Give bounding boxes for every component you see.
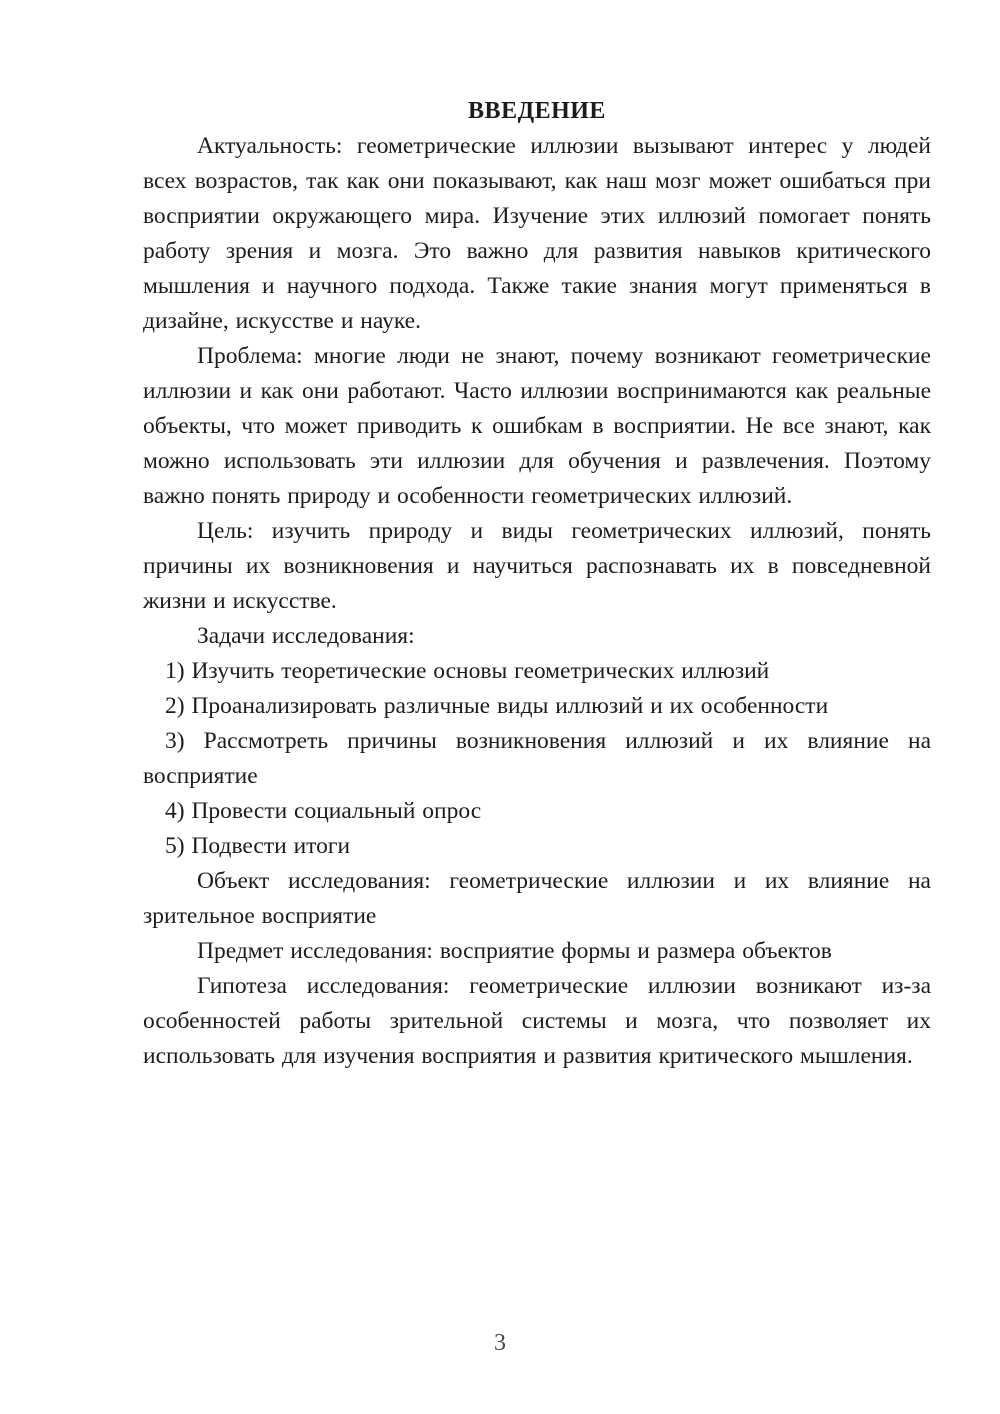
task-item-1: 1) Изучить теоретические основы геометрических иллюзий — [165, 658, 770, 684]
paragraph-problem: Проблема: многие люди не знают, почему возникают геометрические иллюзии и как они работают. Часто иллюзии воспринимаются как реальные объекты, что может приводить к ошибкам в восприятии. Не все знают, как можно использовать эти иллюзии для обучения и развлечения. Поэтому важно понять природу и особенности геометрических иллюзий. — [143, 343, 931, 509]
paragraph-hypothesis: Гипотеза исследования: геометрические иллюзии возникают из-за особенностей работы зрительной системы и мозга, что позволяет их использовать для изучения восприятия и развития критического мышления. — [143, 973, 931, 1069]
task-item-4: 4) Провести социальный опрос — [165, 798, 482, 824]
paragraph-goal: Цель: изучить природу и виды геометрических иллюзий, понять причины их возникновения и научиться распознавать их в повседневной жизни и искусстве. — [143, 518, 931, 614]
paragraph-object: Объект исследования: геометрические иллюзии и их влияние на зрительное восприятие — [143, 868, 931, 929]
paragraph-relevance: Актуальность: геометрические иллюзии вызывают интерес у людей всех возрастов, так как они показывают, как наш мозг может ошибаться при восприятии окружающего мира. Изучение этих иллюзий помогает понять работу зрения и мозга. Это важно для развития навыков критического мышления и научного подхода. Также такие знания могут применяться в дизайне, искусстве и науке. — [143, 133, 931, 334]
page-number: 3 — [494, 1330, 506, 1356]
task-item-2: 2) Проанализировать различные виды иллюзий и их особенности — [165, 693, 829, 719]
tasks-heading: Задачи исследования: — [197, 623, 415, 649]
page-title: ВВЕДЕНИЕ — [468, 98, 606, 124]
paragraph-subject: Предмет исследования: восприятие формы и размера объектов — [197, 938, 832, 964]
task-item-5: 5) Подвести итоги — [165, 833, 351, 859]
task-item-3: 3) Рассмотреть причины возникновения иллюзий и их влияние на восприятие — [143, 728, 931, 789]
text-column — [143, 0, 931, 1074]
